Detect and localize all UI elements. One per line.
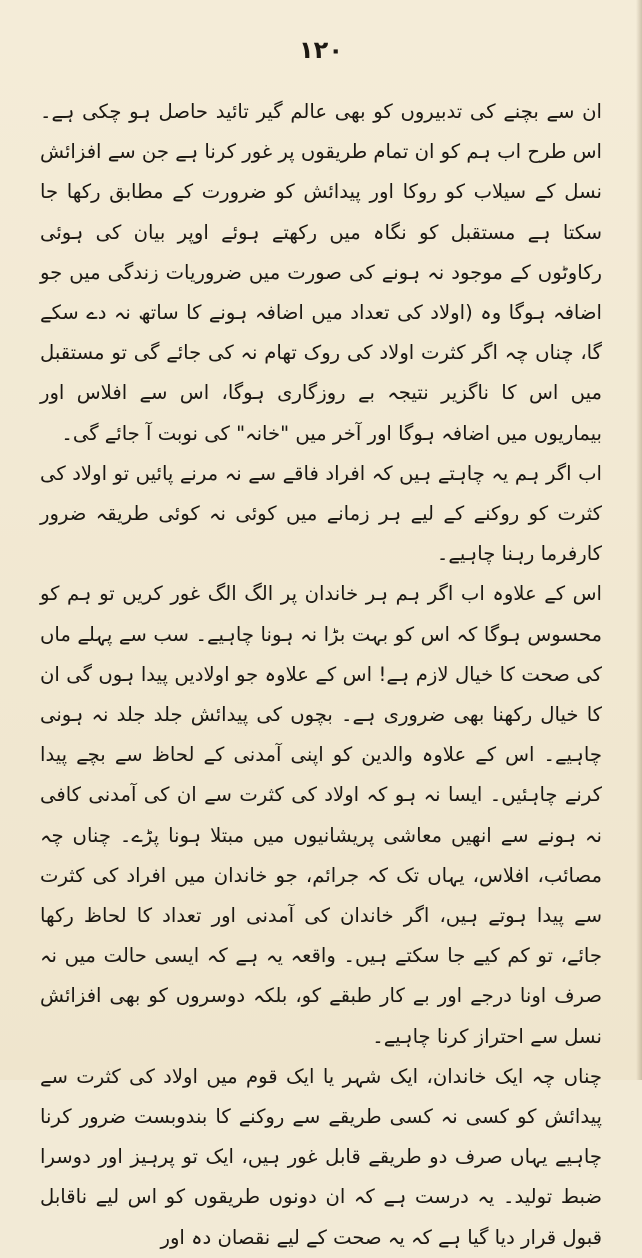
page-number: ١٢٠ [299,36,343,64]
paragraph: ان سے بچنے کی تدبیروں کو بھی عالم گیر تائید حاصل ہو چکی ہے۔ اس طرح اب ہم کو ان تمام طریقوں پر غور کرنا ہے جن سے افزائش نسل کے سیلاب کو روکا اور پیدائش کو ضرورت کے مطابق رکھا جا سکتا ہے مستقبل کو نگاہ میں رکھتے ہوئے اوپر بیان کی ہوئی رکاوٹوں کے موجود نہ ہونے کی صورت میں ضروریات زندگی میں جو اضافہ ہوگا وہ (اولاد کی تعداد میں اضافہ ہونے کا ساتھ نہ دے سکے گا، چناں چہ اگر کثرت اولاد کی روک تھام نہ کی جائے گی تو مستقبل میں اس کا ناگزیر نتیجہ بے روزگاری ہوگا، اس سے افلاس اور بیماریوں میں اضافہ ہوگا اور آخر میں "خانہ" کی نوبت آ جائے گی۔ [40,100,602,445]
paragraph: چناں چہ ایک خاندان، ایک شہر یا ایک قوم میں اولاد کی کثرت سے پیدائش کو کسی نہ کسی طریقے سے روکنے کا بندوبست ضرور کرنا چاہیے یہاں صرف دو طریقے قابل غور ہیں، ایک تو پرہیز اور دوسرا ضبط تولید۔ یہ درست ہے کہ ان دونوں طریقوں کو اس لیے ناقابل قبول قرار دیا گیا ہے کہ یہ صحت کے لیے نقصان دہ اور [40,1064,602,1249]
paragraph: اس کے علاوہ اب اگر ہم ہر خاندان پر الگ الگ غور کریں تو ہم کو محسوس ہوگا کہ اس کو بہت بڑا نہ ہونا چاہیے۔ سب سے پہلے ماں کی صحت کا خیال لازم ہے! اس کے علاوہ جو اولادیں پیدا ہوں گی ان کا خیال رکھنا بھی ضروری ہے۔ بچوں کی پیدائش جلد جلد نہ ہونی چاہیے۔ اس کے علاوہ والدین کو اپنی آمدنی کے لحاظ سے بچے پیدا کرنے چاہئیں۔ ایسا نہ ہو کہ اولاد کی کثرت سے ان کی آمدنی کافی نہ ہونے سے انھیں معاشی پریشانیوں میں مبتلا ہونا پڑے۔ چناں چہ مصائب، افلاس، یہاں تک کہ جرائم، جو خاندان میں افراد کی کثرت سے پیدا ہوتے ہیں، اگر خاندان کی آمدنی اور تعداد کا لحاظ رکھا جائے، تو کم کیے جا سکتے ہیں۔ واقعہ یہ ہے کہ ایسی حالت میں نہ صرف اونا درجے اور بے کار طبقے کو، بلکہ دوسروں کو بھی افزائش نسل سے احتراز کرنا چاہیے۔ [40,582,602,1048]
paragraph: اب اگر ہم یہ چاہتے ہیں کہ افراد فاقے سے نہ مرنے پائیں تو اولاد کی کثرت کو روکنے کے لیے ہر زمانے میں کوئی نہ کوئی طریقہ ضرور کارفرما رہنا چاہیے۔ [40,461,602,566]
page-body [40,92,602,1258]
